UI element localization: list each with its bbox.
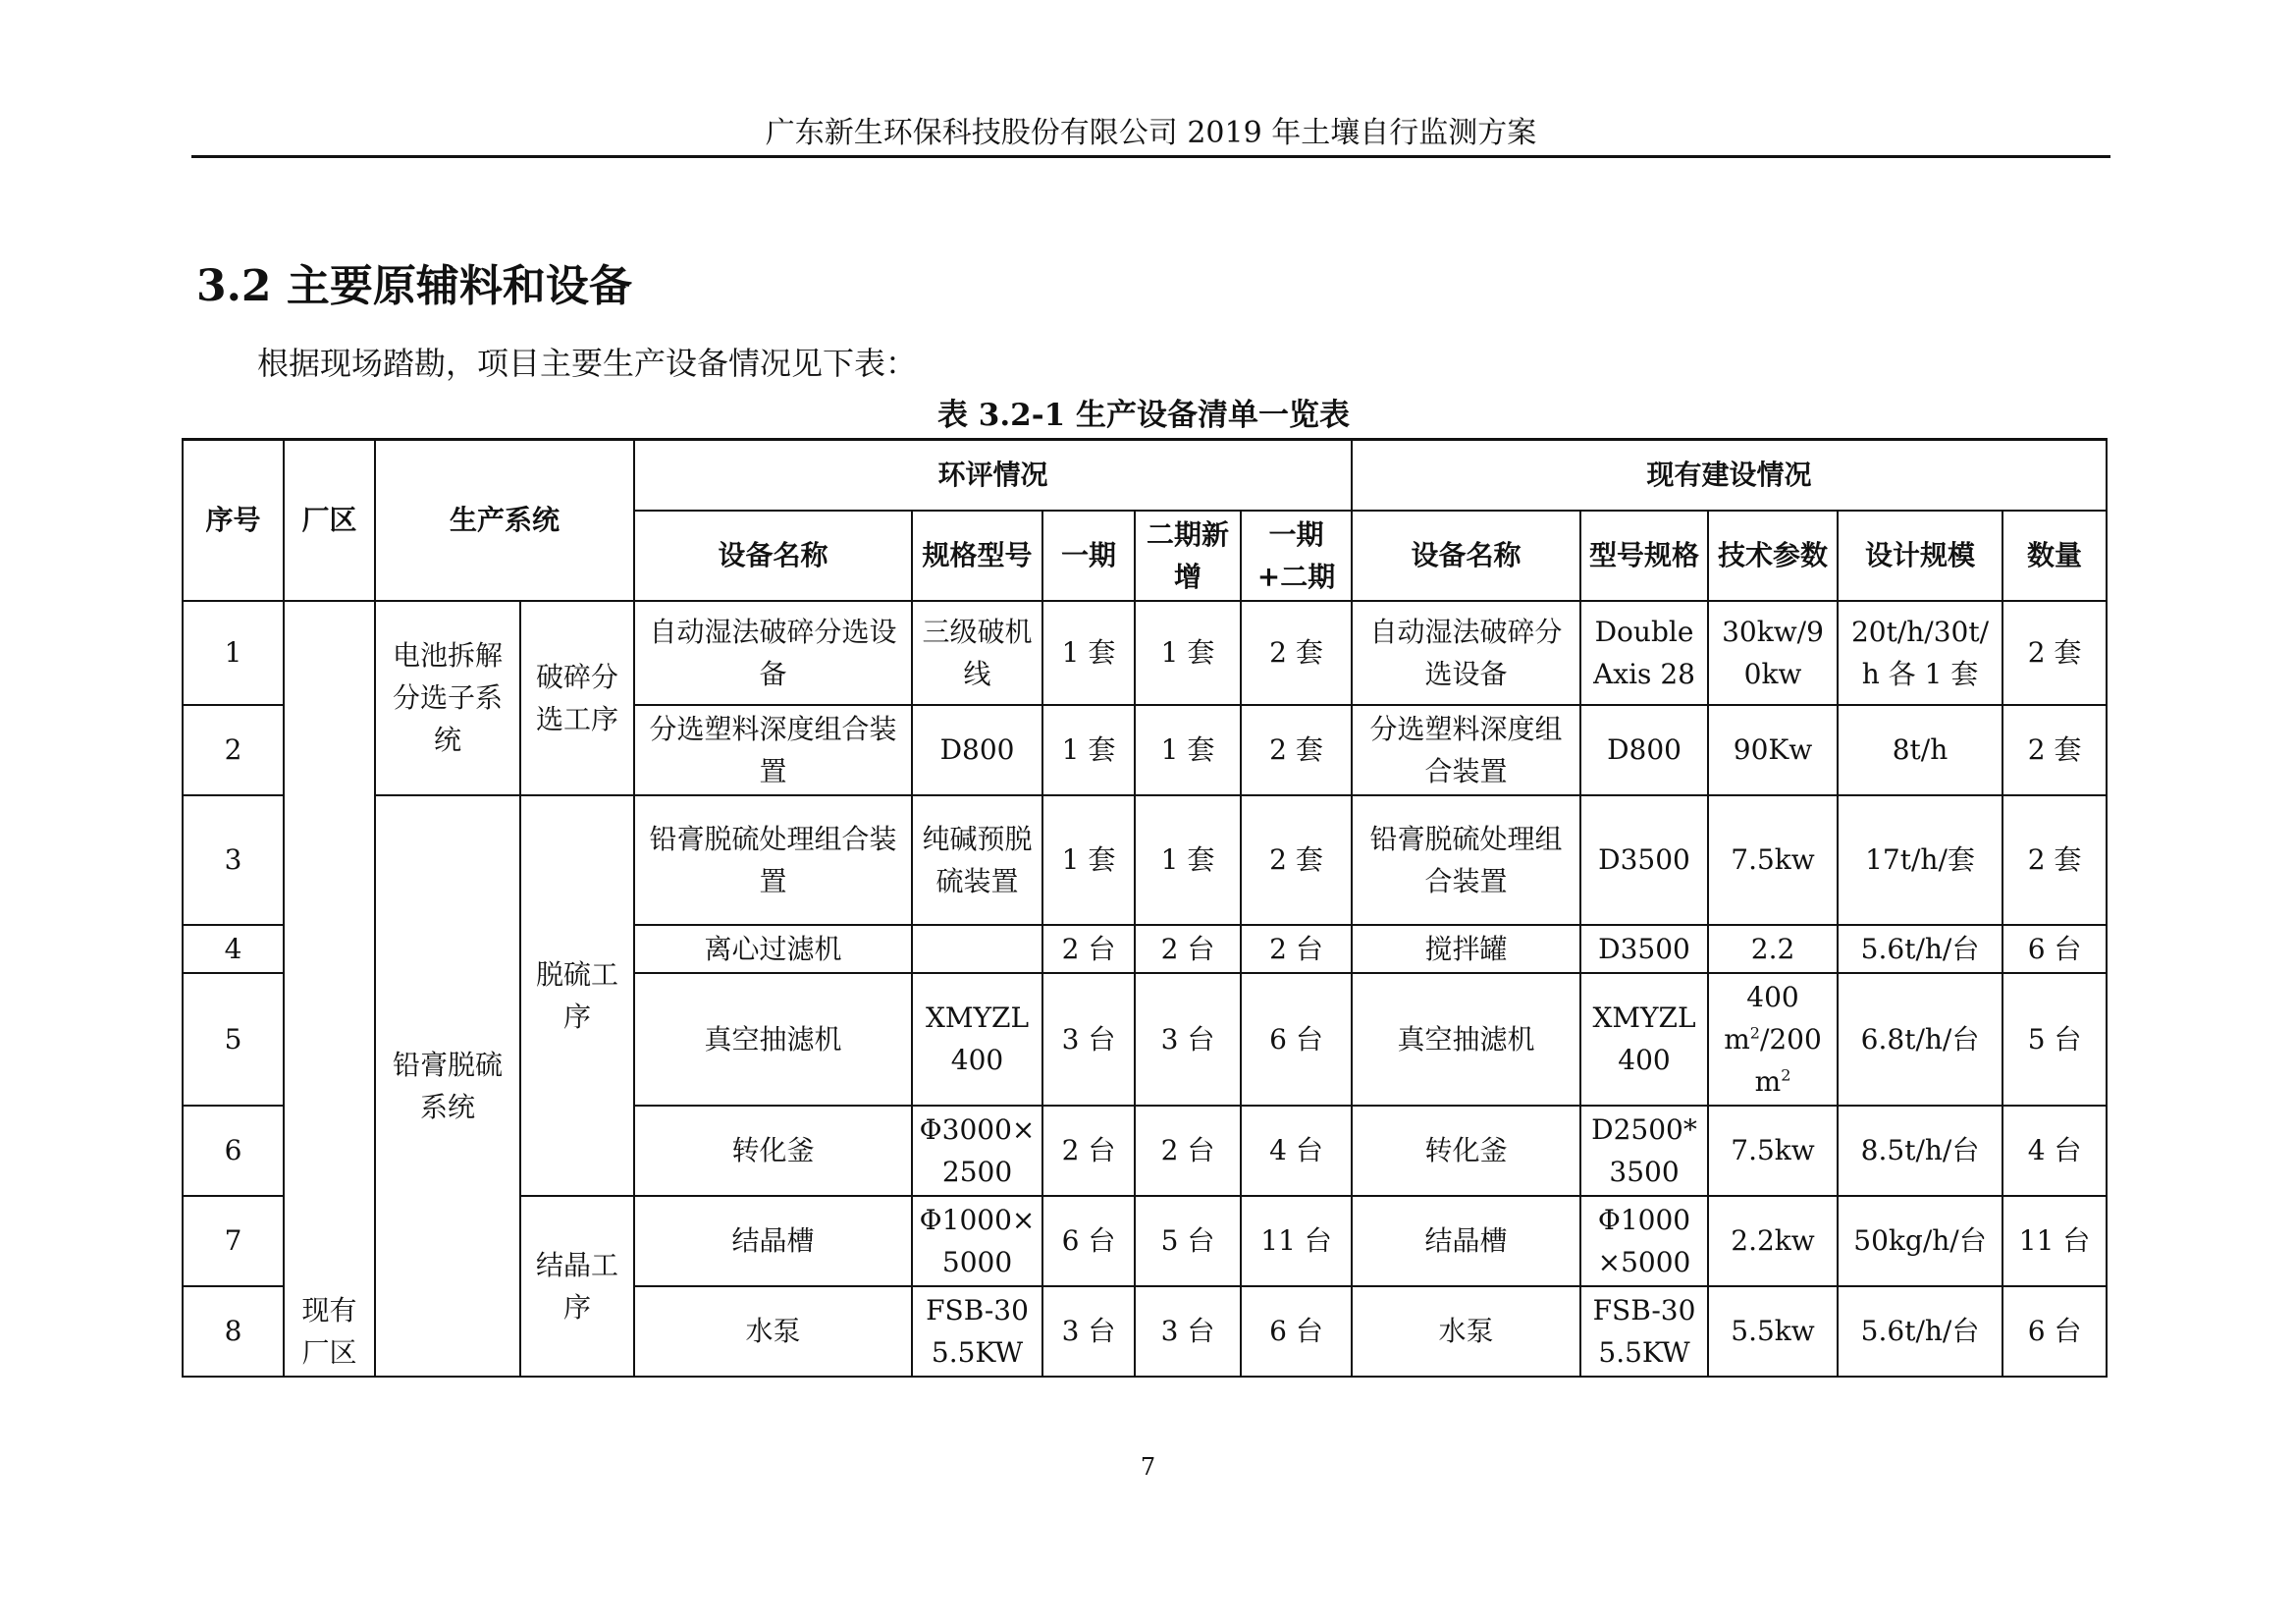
ex-scale-cell: 6.8t/h/台: [1838, 973, 2002, 1106]
header-seq: 序号: [183, 440, 284, 601]
area-cell: 现有厂区: [284, 601, 375, 1377]
ex-qty-cell: 2 套: [2002, 705, 2107, 795]
ex-tech-cell: 2.2: [1708, 925, 1838, 973]
header-eia-spec: 规格型号: [912, 511, 1042, 601]
phase2-cell: 3 台: [1135, 1286, 1241, 1377]
seq-cell: 2: [183, 705, 284, 795]
phase2-cell: 1 套: [1135, 705, 1241, 795]
ex-scale-cell: 8.5t/h/台: [1838, 1106, 2002, 1196]
eia-name-cell: 真空抽滤机: [634, 973, 912, 1106]
ex-scale-cell: 20t/h/30t/h 各 1 套: [1838, 601, 2002, 705]
eia-name-cell: 结晶槽: [634, 1196, 912, 1286]
ex-model-cell: D2500*3500: [1580, 1106, 1708, 1196]
ex-tech-cell: 7.5kw: [1708, 795, 1838, 925]
ex-tech-cell: [1708, 973, 1838, 1106]
seq-cell: 1: [183, 601, 284, 705]
document-header-title: 广东新生环保科技股份有限公司 2019 年土壤自行监测方案: [765, 116, 1537, 150]
table-row: [183, 795, 2107, 925]
ex-qty-cell: 2 套: [2002, 601, 2107, 705]
ex-tech-unit-b: m: [1754, 1064, 1782, 1098]
eia-spec-cell: Φ3000×2500: [912, 1106, 1042, 1196]
eia-name-cell: 水泵: [634, 1286, 912, 1377]
phase2-cell: 1 套: [1135, 795, 1241, 925]
eia-name-cell: 自动湿法破碎分选设备: [634, 601, 912, 705]
eia-spec-cell: [912, 925, 1042, 973]
header-ex-qty: 数量: [2002, 511, 2107, 601]
header-area: 厂区: [284, 440, 375, 601]
ex-tech-exp-b: 2: [1781, 1065, 1791, 1085]
ex-qty-cell: 4 台: [2002, 1106, 2107, 1196]
process-desulf: 脱硫工序: [520, 795, 634, 1196]
header-ex-name: 设备名称: [1352, 511, 1580, 601]
phase12-cell: 11 台: [1241, 1196, 1352, 1286]
equipment-table: [182, 438, 2108, 1378]
seq-cell: 6: [183, 1106, 284, 1196]
ex-name-cell: 分选塑料深度组合装置: [1352, 705, 1580, 795]
ex-tech-cell: 7.5kw: [1708, 1106, 1838, 1196]
ex-model-cell: FSB-30 5.5KW: [1580, 1286, 1708, 1377]
phase12-cell: 2 套: [1241, 601, 1352, 705]
table-caption: 表 3.2-1 生产设备清单一览表: [937, 398, 1350, 433]
ex-name-cell: 结晶槽: [1352, 1196, 1580, 1286]
header-ex-tech: 技术参数: [1708, 511, 1838, 601]
ex-name-cell: 自动湿法破碎分选设备: [1352, 601, 1580, 705]
eia-spec-cell: 纯碱预脱硫装置: [912, 795, 1042, 925]
ex-tech-unit-a: m: [1724, 1022, 1750, 1056]
phase1-cell: 2 台: [1042, 1106, 1135, 1196]
phase12-cell: 4 台: [1241, 1106, 1352, 1196]
ex-qty-cell: 2 套: [2002, 795, 2107, 925]
intro-paragraph: 根据现场踏勘，项目主要生产设备情况见下表：: [257, 345, 918, 382]
header-phase1: 一期: [1042, 511, 1135, 601]
eia-spec-cell: 三级破机线: [912, 601, 1042, 705]
ex-name-cell: 真空抽滤机: [1352, 973, 1580, 1106]
eia-spec-cell: XMYZL400: [912, 973, 1042, 1106]
ex-model-cell: D3500: [1580, 925, 1708, 973]
subsystem-lead: 铅膏脱硫系统: [375, 795, 520, 1377]
ex-model-cell: D800: [1580, 705, 1708, 795]
seq-cell: 4: [183, 925, 284, 973]
ex-qty-cell: 6 台: [2002, 1286, 2107, 1377]
header-system: 生产系统: [375, 440, 634, 601]
ex-name-cell: 水泵: [1352, 1286, 1580, 1377]
phase2-cell: 3 台: [1135, 973, 1241, 1106]
header-ex-scale: 设计规模: [1838, 511, 2002, 601]
ex-name-cell: 搅拌罐: [1352, 925, 1580, 973]
phase12-cell: 6 台: [1241, 1286, 1352, 1377]
ex-qty-cell: 5 台: [2002, 973, 2107, 1106]
page-number: 7: [1140, 1453, 1156, 1481]
phase1-cell: 3 台: [1042, 1286, 1135, 1377]
ex-name-cell: 铅膏脱硫处理组合装置: [1352, 795, 1580, 925]
ex-model-cell: Φ1000×5000: [1580, 1196, 1708, 1286]
ex-scale-cell: 8t/h: [1838, 705, 2002, 795]
ex-qty-cell: 11 台: [2002, 1196, 2107, 1286]
ex-name-cell: 转化釜: [1352, 1106, 1580, 1196]
seq-cell: 3: [183, 795, 284, 925]
ex-model-cell: D3500: [1580, 795, 1708, 925]
ex-tech-cell: 30kw/90kw: [1708, 601, 1838, 705]
header-rule: [191, 155, 2110, 158]
ex-scale-cell: 5.6t/h/台: [1838, 1286, 2002, 1377]
ex-model-cell: Double Axis 28: [1580, 601, 1708, 705]
table-row: [183, 601, 2107, 705]
eia-spec-cell: FSB-30 5.5KW: [912, 1286, 1042, 1377]
seq-cell: 8: [183, 1286, 284, 1377]
eia-name-cell: 离心过滤机: [634, 925, 912, 973]
seq-cell: 7: [183, 1196, 284, 1286]
header-existing: 现有建设情况: [1352, 440, 2107, 511]
phase2-cell: 2 台: [1135, 1106, 1241, 1196]
phase2-cell: 2 台: [1135, 925, 1241, 973]
phase12-cell: 6 台: [1241, 973, 1352, 1106]
phase1-cell: 1 套: [1042, 705, 1135, 795]
phase1-cell: 1 套: [1042, 795, 1135, 925]
header-phase12: 一期+二期: [1241, 511, 1352, 601]
ex-tech-cell: 90Kw: [1708, 705, 1838, 795]
phase2-cell: 5 台: [1135, 1196, 1241, 1286]
ex-tech-value-a: 400: [1746, 980, 1799, 1013]
eia-spec-cell: D800: [912, 705, 1042, 795]
eia-name-cell: 转化釜: [634, 1106, 912, 1196]
phase1-cell: 2 台: [1042, 925, 1135, 973]
phase12-cell: 2 台: [1241, 925, 1352, 973]
eia-spec-cell: Φ1000×5000: [912, 1196, 1042, 1286]
ex-qty-cell: 6 台: [2002, 925, 2107, 973]
ex-tech-exp-a: 2: [1749, 1023, 1760, 1043]
ex-scale-cell: 17t/h/套: [1838, 795, 2002, 925]
header-phase2: 二期新增: [1135, 511, 1241, 601]
phase12-cell: 2 套: [1241, 795, 1352, 925]
ex-tech-cell: 5.5kw: [1708, 1286, 1838, 1377]
seq-cell: 5: [183, 973, 284, 1106]
ex-scale-cell: 5.6t/h/台: [1838, 925, 2002, 973]
phase2-cell: 1 套: [1135, 601, 1241, 705]
ex-scale-cell: 50kg/h/台: [1838, 1196, 2002, 1286]
phase1-cell: 1 套: [1042, 601, 1135, 705]
section-heading: 3.2 主要原辅料和设备: [196, 261, 632, 311]
phase1-cell: 6 台: [1042, 1196, 1135, 1286]
ex-tech-cell: 2.2kw: [1708, 1196, 1838, 1286]
ex-tech-value-b: /200: [1759, 1022, 1822, 1056]
header-eia-name: 设备名称: [634, 511, 912, 601]
phase12-cell: 2 套: [1241, 705, 1352, 795]
eia-name-cell: 铅膏脱硫处理组合装置: [634, 795, 912, 925]
phase1-cell: 3 台: [1042, 973, 1135, 1106]
process-crushing: 破碎分选工序: [520, 601, 634, 795]
eia-name-cell: 分选塑料深度组合装置: [634, 705, 912, 795]
header-ex-model: 型号规格: [1580, 511, 1708, 601]
header-eia: 环评情况: [634, 440, 1352, 511]
ex-model-cell: XMYZL400: [1580, 973, 1708, 1106]
process-crystal: 结晶工序: [520, 1196, 634, 1377]
subsystem-battery: 电池拆解分选子系统: [375, 601, 520, 795]
